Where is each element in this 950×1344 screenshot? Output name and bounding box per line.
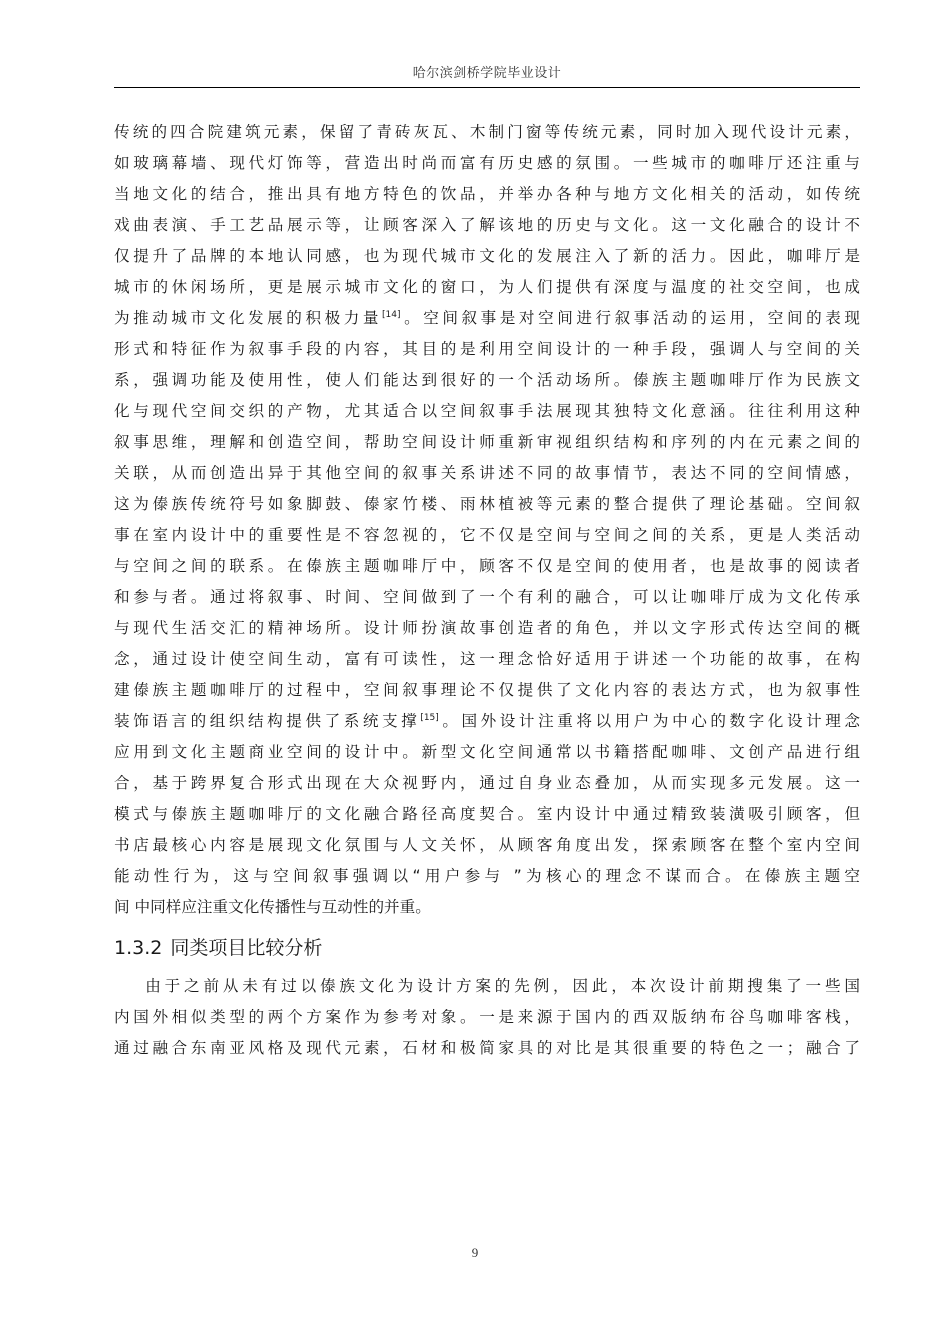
text-line: 形式和特征作为叙事手段的内容，其目的是利用空间设计的一种手段，强调人与空间的关 [114,340,860,358]
text-line: 这为傣族传统符号如象脚鼓、傣家竹楼、雨林植被等元素的整合提供了理论基础。空间叙 [114,495,860,513]
text-line: 当地文化的结合，推出具有地方特色的饮品，并举办各种与地方文化相关的活动，如传统 [114,185,860,203]
text-line: 与现代生活交汇的精神场所。设计师扮演故事创造者的角色，并以文字形式传达空间的概 [114,619,860,637]
section-number: 1.3.2 [114,937,163,959]
text-line: 叙事思维，理解和创造空间，帮助空间设计师重新审视组织结构和序列的内在元素之间的 [114,433,860,451]
text-line: 念，通过设计使空间生动，富有可读性，这一理念恰好适用于讲述一个功能的故事，在构 [114,650,860,668]
citation-14: [14] [382,310,401,320]
text-line: 化与现代空间交织的产物，尤其适合以空间叙事手法展现其独特文化意涵。往往利用这种 [114,402,860,420]
body-paragraph-1 [114,117,860,923]
page-body [114,117,860,1064]
text-line: 能动性行为，这与空间叙事强调以“用户参与 ”为核心的理念不谋而合。在傣族主题空 [114,867,860,885]
text-line [114,706,860,737]
text-line: 传统的四合院建筑元素，保留了青砖灰瓦、木制门窗等传统元素，同时加入现代设计元素， [114,123,860,141]
text-line: 城市的休闲场所，更是展示城市文化的窗口，为人们提供有深度与温度的社交空间，也成 [114,278,860,296]
page-header: 哈尔滨剑桥学院毕业设计 [412,66,562,81]
text-line: 合，基于跨界复合形式出现在大众视野内，通过自身业态叠加，从而实现多元发展。这一 [114,774,860,792]
text-line: 间 中同样应注重文化传播性与互动性的并重。 [114,898,431,916]
text-line: 和参与者。通过将叙事、时间、空间做到了一个有利的融合，可以让咖啡厅成为文化传承 [114,588,860,606]
text-line: 与空间之间的联系。在傣族主题咖啡厅中，顾客不仅是空间的使用者，也是故事的阅读者 [114,557,860,575]
citation-15: [15] [420,713,439,723]
text-segment: 为推动城市文化发展的积极力量 [114,309,383,327]
text-line: 仅提升了品牌的本地认同感，也为现代城市文化的发展注入了新的活力。因此，咖啡厅是 [114,247,860,265]
text-segment: 。国外设计注重将以用户为中心的数字化设计理念 [438,712,860,730]
text-line: 系，强调功能及使用性，使人们能达到很好的一个活动场所。傣族主题咖啡厅作为民族文 [114,371,860,389]
page-number: 9 [471,1245,479,1260]
text-line: 应用到文化主题商业空间的设计中。新型文化空间通常以书籍搭配咖啡、文创产品进行组 [114,743,860,761]
section-title: 同类项目比较分析 [170,937,323,959]
text-line: 建傣族主题咖啡厅的过程中，空间叙事理论不仅提供了文化内容的表达方式，也为叙事性 [114,681,860,699]
header-divider [114,87,860,88]
text-line: 模式与傣族主题咖啡厅的文化融合路径高度契合。室内设计中通过精致装潢吸引顾客，但 [114,805,860,823]
text-line: 内国外相似类型的两个方案作为参考对象。一是来源于国内的西双版纳布谷鸟咖啡客栈， [114,1008,860,1026]
text-line: 由于之前从未有过以傣族文化为设计方案的先例，因此，本次设计前期搜集了一些国 [145,977,860,995]
text-line [114,303,860,334]
text-line: 事在室内设计中的重要性是不容忽视的，它不仅是空间与空间之间的关系，更是人类活动 [114,526,860,544]
section-heading [114,931,860,965]
text-line: 书店最核心内容是展现文化氛围与人文关怀，从顾客角度出发，探索顾客在整个室内空间 [114,836,860,854]
body-paragraph-2 [114,971,860,1064]
text-segment: 。空间叙事是对空间进行叙事活动的运用，空间的表现 [400,309,860,327]
text-line: 关联，从而创造出异于其他空间的叙事关系讲述不同的故事情节，表达不同的空间情感， [114,464,860,482]
text-line: 戏曲表演、手工艺品展示等，让顾客深入了解该地的历史与文化。这一文化融合的设计不 [114,216,860,234]
text-line: 如玻璃幕墙、现代灯饰等，营造出时尚而富有历史感的氛围。一些城市的咖啡厅还注重与 [114,154,860,172]
text-segment: 装饰语言的组织结构提供了系统支撑 [114,712,421,730]
text-line: 通过融合东南亚风格及现代元素，石材和极简家具的对比是其很重要的特色之一；融合了 [114,1039,860,1057]
